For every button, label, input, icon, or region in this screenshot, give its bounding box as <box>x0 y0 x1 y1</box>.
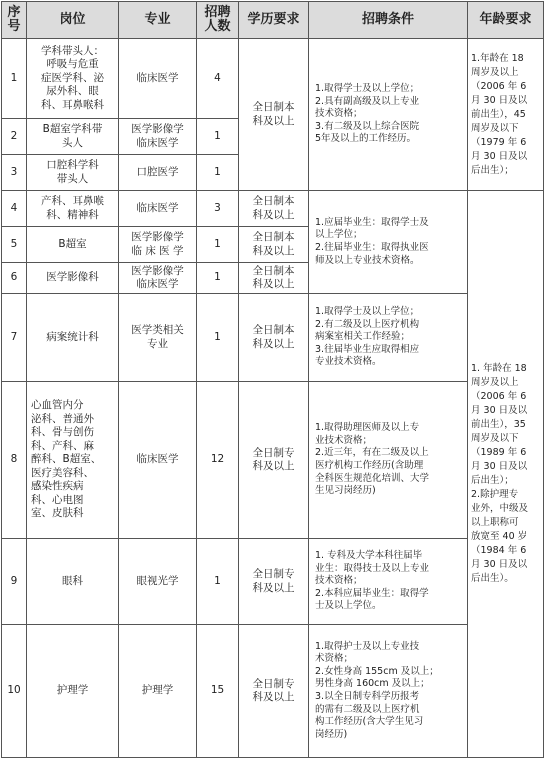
text-line: 医学类相关 <box>131 324 184 336</box>
row-education <box>239 294 309 382</box>
text-line: 临床医学 <box>136 71 179 84</box>
row-education <box>239 382 309 539</box>
text-line: 全日制本 <box>252 264 295 277</box>
row-major <box>119 155 197 191</box>
header-age: 年龄要求 <box>468 2 544 39</box>
text-line: 医疗机构工作经历(含助理 <box>315 460 424 471</box>
text-line: 周岁及以上 <box>471 66 519 78</box>
row-count: 1 <box>197 263 239 294</box>
text-line: 护理学 <box>141 684 174 697</box>
row-no: 9 <box>2 539 27 625</box>
text-line: 科及以上 <box>252 278 295 290</box>
row-education <box>239 263 309 294</box>
text-line: （2006 年 6 <box>471 391 527 402</box>
text-line: 3.以全日制专科学历报考 <box>315 691 420 702</box>
row-position <box>27 227 119 263</box>
recruitment-table <box>1 1 544 758</box>
text-line: 病案统计科 <box>46 330 99 343</box>
row-no: 6 <box>2 263 27 294</box>
row-conditions <box>309 294 468 382</box>
row-position <box>27 625 119 758</box>
text-line: 护理学 <box>56 684 89 697</box>
row-position <box>27 539 119 625</box>
row-no: 3 <box>2 155 27 191</box>
row-count: 15 <box>197 625 239 758</box>
row-age <box>468 191 544 758</box>
text-line: 技术资格； <box>315 575 363 587</box>
text-line: 科及以上 <box>252 581 295 594</box>
text-line: 全日制本 <box>252 324 295 336</box>
text-line: 月 30 日及以 <box>471 150 528 162</box>
text-line: 1. 年龄在 18 <box>471 363 527 374</box>
text-line: 科、心电图 <box>31 493 84 506</box>
text-line: 全日制本 <box>252 231 295 243</box>
row-major <box>119 539 197 625</box>
text-line: 科及以上 <box>252 460 295 472</box>
text-line: 男性身高 160cm 及以上； <box>315 678 430 690</box>
text-line: 月 30 日及以 <box>471 559 528 570</box>
row-position <box>27 382 119 539</box>
text-line: 科及以上 <box>252 691 295 703</box>
text-line: 生见习岗经历) <box>315 485 376 497</box>
text-line: 月 30 日及以 <box>471 94 528 106</box>
text-line: 后出生）。 <box>471 573 514 584</box>
text-line: 1. 专科及大学本科往届毕 <box>315 550 423 562</box>
text-line: 后出生）； <box>471 164 514 176</box>
text-line: B超室 <box>58 237 87 250</box>
text-line: 眼视光学 <box>136 574 179 587</box>
text-line: 呼吸与危重 <box>46 58 99 71</box>
text-line: 科及以上 <box>252 244 295 257</box>
text-line: 科及以上 <box>252 114 295 127</box>
row-position <box>27 39 119 119</box>
row-no: 5 <box>2 227 27 263</box>
text-line: 月 30 日及以 <box>471 461 528 472</box>
row-major <box>119 39 197 119</box>
text-line: 5年及以上的工作经历。 <box>315 133 417 145</box>
text-line: 头人 <box>62 136 83 149</box>
text-line: 医学影像学 <box>131 264 184 277</box>
text-line: 全日制专 <box>252 446 295 459</box>
text-line: 业生：取得技士及以上专业 <box>315 562 430 574</box>
table-row <box>2 625 544 758</box>
text-line: 业技术资格； <box>315 434 373 446</box>
text-line: 医学影像科 <box>46 271 99 284</box>
text-line: （2006 年 6 <box>471 80 527 92</box>
row-no: 7 <box>2 294 27 382</box>
row-count: 4 <box>197 39 239 119</box>
table-row <box>2 191 544 227</box>
text-line: 周岁及以下 <box>471 433 519 444</box>
text-line: 的需有二级及以上医疗机 <box>315 703 420 715</box>
text-line: 口腔科学科 <box>46 159 99 171</box>
header-no: 序号 <box>2 2 27 39</box>
row-count: 12 <box>197 382 239 539</box>
row-position <box>27 119 119 155</box>
text-line: （1984 年 6 <box>471 545 527 556</box>
text-line: 醉科、B超室、 <box>31 453 102 466</box>
text-line: 医疗美容科、 <box>31 466 94 479</box>
row-count: 1 <box>197 155 239 191</box>
row-count: 1 <box>197 294 239 382</box>
row-major <box>119 294 197 382</box>
text-line: 全日制专 <box>252 568 295 580</box>
text-line: 口腔医学 <box>136 165 179 178</box>
row-no: 1 <box>2 39 27 119</box>
text-line: 全日制本 <box>252 195 295 207</box>
text-line: 学科带头人： <box>41 44 104 57</box>
text-line: 前出生），45 <box>471 108 526 120</box>
text-line: 放宽至 40 岁 <box>471 531 528 542</box>
text-line: 1.应届毕业生：取得学士及 <box>315 216 429 228</box>
text-line: 心血管内分 <box>31 399 84 412</box>
row-count: 1 <box>197 227 239 263</box>
header-education: 学历要求 <box>239 2 309 39</box>
header-conditions: 招聘条件 <box>309 2 468 39</box>
row-major <box>119 382 197 539</box>
text-line: 产科、耳鼻喉 <box>41 195 104 207</box>
text-line: 科、精神科 <box>46 208 99 221</box>
row-education <box>239 191 309 227</box>
text-line: 3.往届毕业生应取得相应 <box>315 343 420 355</box>
header-row <box>2 2 544 39</box>
text-line: 1.取得助理医师及以上专 <box>315 422 420 434</box>
text-line: 技术资格； <box>315 108 363 120</box>
row-position <box>27 155 119 191</box>
text-line: 2.往届毕业生：取得执业医 <box>315 242 429 253</box>
text-line: 2.本科应届毕业生：取得学 <box>315 587 429 599</box>
text-line: 病案室相关工作经验； <box>315 331 411 343</box>
text-line: 月 30 日及以 <box>471 405 528 416</box>
row-education <box>239 39 309 191</box>
header-count: 招聘人数 <box>197 2 239 39</box>
text-line: 尿外科、眼 <box>46 85 99 98</box>
row-conditions <box>309 539 468 625</box>
row-major <box>119 191 197 227</box>
row-position <box>27 263 119 294</box>
row-count: 1 <box>197 539 239 625</box>
text-line: 专业技术资格。 <box>315 356 382 368</box>
text-line: 全科医生规范化培训、大学 <box>315 472 430 484</box>
row-count: 1 <box>197 119 239 155</box>
table-row <box>2 539 544 625</box>
row-count: 3 <box>197 191 239 227</box>
row-education <box>239 227 309 263</box>
text-line: 3.有二级及以上综合医院 <box>315 120 420 132</box>
text-line: 以上学位； <box>315 229 363 241</box>
text-line: 2.女性身高 155cm 及以上； <box>315 665 439 677</box>
text-line: 以上职称可 <box>471 517 519 528</box>
row-education <box>239 625 309 758</box>
text-line: （1989 年 6 <box>471 447 527 458</box>
text-line: 全日制本 <box>252 101 295 113</box>
table-row <box>2 294 544 382</box>
text-line: 医学影像学 <box>131 231 184 243</box>
text-line: 2.具有副高级及以上专业 <box>315 95 420 107</box>
text-line: 1.年龄在 18 <box>471 52 524 64</box>
text-line: 科及以上 <box>252 337 295 350</box>
header-major: 专业 <box>119 2 197 39</box>
row-no: 4 <box>2 191 27 227</box>
row-no: 10 <box>2 625 27 758</box>
header-position: 岗位 <box>27 2 119 39</box>
text-line: 术资格； <box>315 653 354 665</box>
text-line: 带头人 <box>56 172 89 185</box>
text-line: B超室学科带 <box>42 123 103 135</box>
text-line: 1.取得护士及以上专业技 <box>315 640 420 652</box>
text-line: （1979 年 6 <box>471 136 527 148</box>
row-major <box>119 119 197 155</box>
text-line: 症医学科、泌 <box>41 71 104 84</box>
text-line: 科、骨与创伤 <box>31 426 94 439</box>
text-line: 科、耳鼻喉科 <box>41 98 104 111</box>
text-line: 室、皮肤科 <box>31 507 84 520</box>
text-line: 临床医学 <box>136 201 179 214</box>
text-line: 临 床 医 学 <box>131 244 184 257</box>
text-line: 2.除护理专 <box>471 489 519 500</box>
text-line: 1.取得学士及以上学位； <box>315 306 420 318</box>
text-line: 岗经历) <box>315 728 348 740</box>
table-row <box>2 39 544 119</box>
text-line: 专业 <box>147 337 168 350</box>
text-line: 临床医学 <box>136 136 179 149</box>
row-conditions <box>309 191 468 294</box>
row-no: 2 <box>2 119 27 155</box>
text-line: 临床医学 <box>136 278 179 290</box>
text-line: 眼科 <box>62 574 83 587</box>
text-line: 临床医学 <box>136 453 179 466</box>
table-row <box>2 382 544 539</box>
row-no: 8 <box>2 382 27 539</box>
text-line: 士及以上学位。 <box>315 600 382 612</box>
row-age <box>468 39 544 191</box>
row-major <box>119 227 197 263</box>
row-conditions <box>309 625 468 758</box>
text-line: 2.近三年，有在二级及以上 <box>315 447 429 459</box>
text-line: 业外，中级及 <box>471 503 529 514</box>
text-line: 师及以上专业技术资格。 <box>315 254 420 266</box>
text-line: 构工作经历(含大学生见习 <box>315 716 424 728</box>
text-line: 科及以上 <box>252 208 295 221</box>
text-line: 周岁及以下 <box>471 122 519 134</box>
text-line: 科、产科、麻 <box>31 439 94 452</box>
row-position <box>27 191 119 227</box>
text-line: 全日制专 <box>252 677 295 690</box>
row-position <box>27 294 119 382</box>
row-major <box>119 263 197 294</box>
row-conditions <box>309 382 468 539</box>
text-line: 感染性疾病 <box>31 480 84 493</box>
text-line: 医学影像学 <box>131 123 184 135</box>
text-line: 周岁及以上 <box>471 377 519 388</box>
text-line: 后出生）； <box>471 475 514 486</box>
text-line: 前出生），35 <box>471 419 526 430</box>
text-line: 泌科、普通外 <box>31 412 94 425</box>
text-line: 1.取得学士及以上学位； <box>315 83 420 95</box>
row-conditions <box>309 39 468 191</box>
text-line: 2.有二级及以上医疗机构 <box>315 318 420 330</box>
row-education <box>239 539 309 625</box>
row-major <box>119 625 197 758</box>
